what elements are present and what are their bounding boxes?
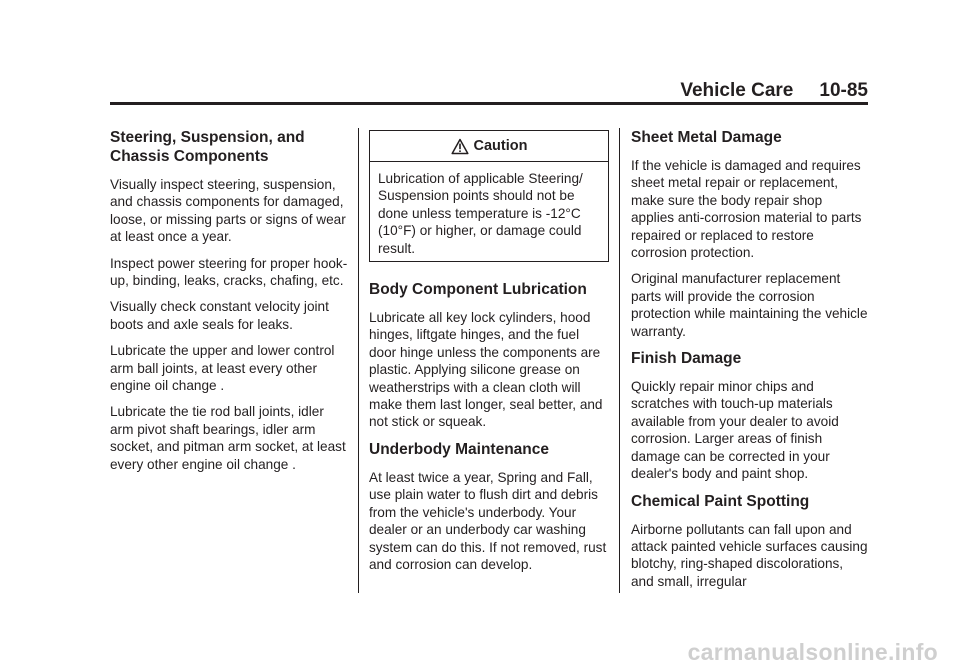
section-heading: Sheet Metal Damage bbox=[631, 129, 782, 146]
section-heading: Underbody Maintenance bbox=[369, 440, 549, 458]
caution-text: Lubrication of applicable Steering/ Suspension points should not be done unless temperature is -12°C (10°F) or higher, or damage could result. bbox=[378, 171, 583, 256]
paragraph: Lubricate all key lock cylinders, hood hinges, liftgate hinges, and the fuel door hinge unless the components are plastic. Applying silicone grease on weatherstrips with a clean cloth will make them last longer, seal better, and not stick or squeak. bbox=[369, 310, 603, 430]
column-2 bbox=[369, 130, 609, 582]
column-3 bbox=[631, 128, 868, 599]
section-heading: Chemical Paint Spotting bbox=[631, 492, 810, 510]
paragraph: If the vehicle is damaged and requires sheet metal repair or replacement, make sure the body repair shop applies anti-corrosion material to parts repaired or replaced to restore corrosion protection. bbox=[631, 158, 862, 261]
caution-body bbox=[370, 162, 608, 261]
paragraph: Inspect power steering for proper hook-up, binding, leaks, cracks, chafing, etc. bbox=[110, 255, 348, 289]
column-divider bbox=[358, 128, 359, 593]
section-heading: Body Component Lubrication bbox=[369, 281, 587, 299]
column-1 bbox=[110, 128, 350, 482]
page-number: 10-85 bbox=[819, 80, 868, 101]
column-divider bbox=[619, 128, 620, 593]
paragraph: Airborne pollutants can fall upon and attack painted vehicle surfaces causing blotchy, ring-shaped discolorations, and small, irregular bbox=[631, 521, 868, 589]
paragraph: At least twice a year, Spring and Fall, use plain water to flush dirt and debris from the vehicle's underbody. Your dealer or an underbody car washing system can do this. If not removed, rust and corrosion can develop. bbox=[369, 469, 607, 572]
caution-title: Caution bbox=[473, 138, 528, 154]
watermark: carmanualsonline.info bbox=[687, 639, 938, 665]
caution-box bbox=[369, 130, 609, 262]
paragraph: Lubricate the tie rod ball joints, idler arm pivot shaft bearings, idler arm socket, and pitman arm socket, at least every other engine oil change . bbox=[110, 404, 346, 472]
section-heading: Steering, Suspension, and Chassis Components bbox=[110, 129, 305, 165]
paragraph: Original manufacturer replacement parts will provide the corrosion protection while maintaining the vehicle warranty. bbox=[631, 271, 868, 339]
paragraph: Quickly repair minor chips and scratches with touch-up materials available from your dealer to avoid corrosion. Larger areas of finish damage can be corrected in your dealer's body and paint shop. bbox=[631, 379, 839, 482]
paragraph: Visually inspect steering, suspension, and chassis components for damaged, loose, or missing parts or signs of wear at least once a year. bbox=[110, 177, 346, 245]
page-header bbox=[110, 80, 868, 104]
paragraph: Visually check constant velocity joint boots and axle seals for leaks. bbox=[110, 299, 329, 332]
section-heading: Finish Damage bbox=[631, 350, 742, 368]
warning-triangle-icon bbox=[451, 138, 469, 155]
paragraph: Lubricate the upper and lower control arm ball joints, at least every other engine oil change . bbox=[110, 343, 335, 394]
caution-header bbox=[370, 131, 608, 162]
section-title: Vehicle Care bbox=[680, 80, 794, 101]
header-rule bbox=[110, 102, 868, 105]
